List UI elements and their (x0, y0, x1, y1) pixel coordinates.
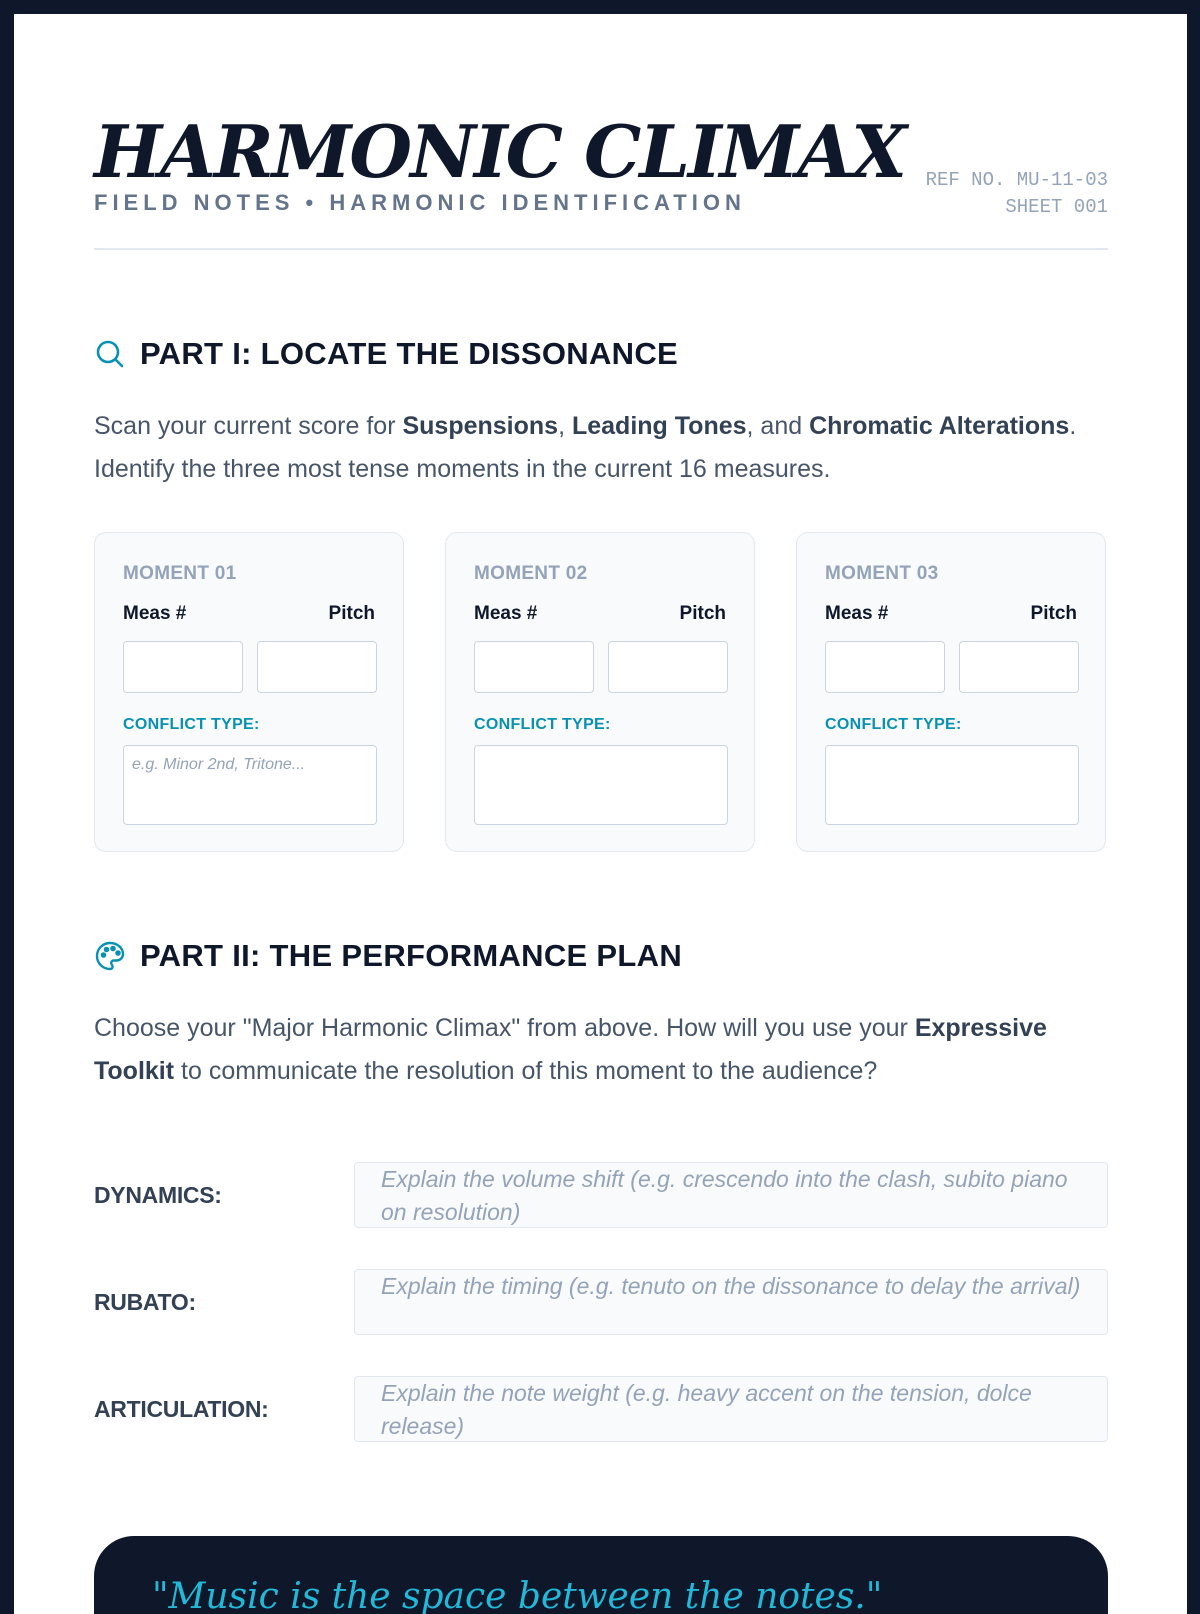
rubato-label: RUBATO: (94, 1289, 196, 1315)
conflict-type-label: CONFLICT TYPE: (123, 716, 260, 733)
dynamics-input[interactable] (354, 1162, 1108, 1228)
part1-heading: PART I: LOCATE THE DISSONANCE (140, 336, 679, 371)
part1-intro: Scan your current score for Suspensions, Leading Tones, and Chromatic Alterations. Identify the three most tense moments in the current 16 measures. (94, 412, 1077, 483)
pitch-input[interactable] (257, 641, 377, 693)
reference-block (926, 167, 1108, 221)
conflict-type-label: CONFLICT TYPE: (474, 716, 611, 733)
moment-card-3 (796, 532, 1106, 852)
quote-text: "Music is the space between the notes." (152, 1576, 883, 1614)
pitch-label: Pitch (328, 603, 375, 624)
measure-input[interactable] (474, 641, 594, 693)
conflict-type-input[interactable] (825, 745, 1079, 825)
rubato-row (94, 1269, 1108, 1335)
search-icon (94, 338, 126, 370)
part2-heading: PART II: THE PERFORMANCE PLAN (140, 938, 683, 973)
conflict-type-input[interactable] (123, 745, 377, 825)
dynamics-label: DYNAMICS: (94, 1182, 222, 1208)
measure-label: Meas # (825, 603, 889, 624)
rubato-input[interactable] (354, 1269, 1108, 1335)
header (94, 110, 1108, 250)
moment-card-2 (445, 532, 755, 852)
quote-box (94, 1536, 1108, 1614)
page-subtitle: FIELD NOTES • HARMONIC IDENTIFICATION (94, 190, 746, 215)
moment-title: MOMENT 02 (474, 563, 588, 584)
conflict-type-label: CONFLICT TYPE: (825, 716, 962, 733)
part2-heading-row (94, 938, 682, 974)
articulation-input[interactable] (354, 1376, 1108, 1442)
pitch-input[interactable] (608, 641, 728, 693)
articulation-row (94, 1376, 1108, 1442)
header-divider (94, 248, 1108, 250)
pitch-label: Pitch (1030, 603, 1077, 624)
moment-title: MOMENT 03 (825, 563, 939, 584)
part2-intro: Choose your "Major Harmonic Climax" from above. How will you use your Expressive Toolkit to communicate the resolution of this moment to the audience? (94, 1014, 1047, 1085)
page-title: HARMONIC CLIMAX (94, 109, 906, 194)
palette-icon (94, 940, 126, 972)
moment-card-1 (94, 532, 404, 852)
measure-input[interactable] (825, 641, 945, 693)
measure-label: Meas # (123, 603, 187, 624)
articulation-label: ARTICULATION: (94, 1396, 269, 1422)
reference-number: REF NO. MU-11-03 (925, 169, 1108, 191)
pitch-input[interactable] (959, 641, 1079, 693)
sheet-number: SHEET 001 (1005, 196, 1108, 218)
pitch-label: Pitch (679, 603, 726, 624)
conflict-type-input[interactable] (474, 745, 728, 825)
dynamics-row (94, 1162, 1108, 1228)
part1-heading-row (94, 336, 678, 372)
measure-label: Meas # (474, 603, 538, 624)
moment-title: MOMENT 01 (123, 563, 237, 584)
measure-input[interactable] (123, 641, 243, 693)
worksheet-page (14, 14, 1187, 1614)
